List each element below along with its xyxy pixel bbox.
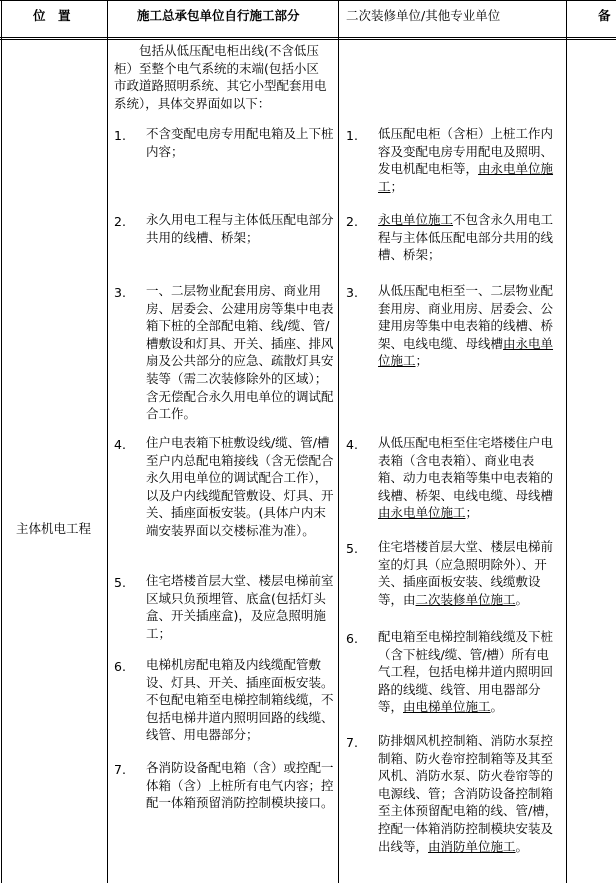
right-item-underlined: 由永电单位施工 bbox=[378, 335, 554, 369]
right-item-text bbox=[378, 538, 558, 608]
right-item-tail: ； bbox=[390, 178, 404, 194]
col-divider bbox=[338, 0, 339, 883]
right-item-text bbox=[378, 732, 558, 855]
right-item-underlined: 二次装修单位施工 bbox=[415, 591, 516, 607]
right-item-text bbox=[378, 628, 558, 716]
col-divider bbox=[107, 0, 108, 883]
col-divider bbox=[566, 0, 567, 883]
right-item-underlined: 由消防单位施工 bbox=[428, 838, 516, 854]
right-item-number: 1. bbox=[346, 128, 358, 143]
left-item-text: 住宅塔楼首层大堂、楼层电梯前室区域只负预埋管、底盒(包括灯头盒、开关插座盒)，及应急照明施工； bbox=[146, 573, 334, 641]
right-item-plain: 从低压配电柜至住宅塔楼住户电表箱（含电表箱）、商业电表箱、动力电表箱等集中电表箱的线槽、桥架、电线电缆、母线槽 bbox=[378, 435, 554, 503]
left-item-text: 不含变配电房专用配电箱及上下桩内容； bbox=[146, 126, 334, 159]
right-item-plain: 住宅塔楼首层大堂、楼层电梯前室的灯具（应急照明除外）、开关、插座面板安装、线缆敷设等，由 bbox=[378, 539, 554, 607]
right-item-plain: 低压配电柜（含柜）上桩工作内容及变配电房专用配电及照明、发电机配电柜等， bbox=[378, 126, 554, 177]
left-item-number: 7. bbox=[114, 762, 126, 777]
row-label: 主体机电工程 bbox=[16, 521, 92, 536]
right-item-underlined: 由永电单位施工 bbox=[378, 505, 466, 521]
right-item-underlined: 由永电单位施工 bbox=[378, 161, 554, 194]
right-item-plain: 从低压配电柜至一、二层物业配套用房、商业用房、居委会、公建用房等集中电表箱的线槽、桥架、电线电缆、母线槽 bbox=[378, 283, 554, 351]
left-item-text: 永久用电工程与主体低压配电部分共用的线槽、桥架； bbox=[146, 212, 334, 245]
header-contractor: 施工总承包单位自行施工部分 bbox=[137, 8, 300, 23]
intro-text: 包括从低压配电柜出线(不含低压柜）至整个电气系统的末端(包括小区市政道路照明系统、其它小型配套用电系统），具体交界面如以下： bbox=[114, 43, 327, 111]
right-item-text bbox=[378, 125, 558, 195]
left-item-text: 电梯机房配电箱及内线缆配管敷设、灯具、开关、插座面板安装。不包配电箱至电梯控制箱线缆，不包括电梯井道内照明回路的线缆、线管、用电器部分； bbox=[146, 657, 334, 743]
right-item-tail: 。 bbox=[515, 838, 529, 854]
right-item-tail: 不包含永久用电工程与主体低压配电部分共用的线槽、桥架； bbox=[378, 212, 554, 263]
right-item-number: 2. bbox=[346, 214, 358, 229]
right-item-text bbox=[378, 211, 558, 264]
right-item-number: 4. bbox=[346, 437, 358, 452]
header-position: 位 置 bbox=[33, 8, 71, 23]
header-remark: 备 bbox=[598, 8, 611, 23]
right-item-plain: 配电箱至电梯控制箱线缆及下桩（含下桩线/缆、管/槽）所有电气工程，包括电梯井道内照明回路的线缆、线管、用电器部分等， bbox=[378, 629, 554, 715]
right-item-text bbox=[378, 434, 558, 522]
right-item-number: 7. bbox=[346, 735, 358, 750]
left-item-number: 1. bbox=[114, 128, 126, 143]
right-item-tail: ； bbox=[465, 505, 479, 521]
right-item-underlined: 由电梯单位施工 bbox=[403, 699, 491, 715]
row-divider bbox=[0, 0, 616, 1]
right-item-tail: 。 bbox=[490, 699, 504, 715]
left-item-number: 3. bbox=[114, 285, 126, 300]
right-item-tail: 。 bbox=[515, 591, 529, 607]
right-item-tail: ； bbox=[415, 353, 429, 369]
right-item-number: 5. bbox=[346, 541, 358, 556]
right-item-underlined: 永电单位施工 bbox=[378, 212, 454, 227]
right-item-plain: 防排烟风机控制箱、消防水泵控制箱、防火卷帘控制箱等及其至风机、消防水泵、防火卷帘等的电源线、管；含消防设备控制箱至主体预留配电箱的线、管/槽，控配一体箱消防控制模块安装及出线等， bbox=[378, 733, 558, 854]
row-divider bbox=[0, 37, 616, 38]
left-item-number: 4. bbox=[114, 437, 126, 452]
col-divider bbox=[1, 0, 2, 883]
right-item-number: 3. bbox=[346, 285, 358, 300]
left-item-number: 6. bbox=[114, 659, 126, 674]
row-divider bbox=[0, 39, 616, 40]
left-item-number: 2. bbox=[114, 214, 126, 229]
left-item-text: 一、二层物业配套用房、商业用房、居委会、公建用房等集中电表箱下桩的全部配电箱、线/缆、管/槽敷设和灯具、开关、插座、排风扇及公共部分的应急、疏散灯具安装等（需二次装修除外的区域）；含无偿配合永久用电单位的调试配合工作。 bbox=[146, 283, 334, 422]
right-item-number: 6. bbox=[346, 631, 358, 646]
left-item-number: 5. bbox=[114, 575, 126, 590]
left-item-text: 各消防设备配电箱（含）或控配一体箱（含）上桩所有电气内容；控配一体箱预留消防控制模块接口。 bbox=[146, 760, 334, 811]
right-item-text bbox=[378, 282, 558, 370]
header-secondary: 二次装修单位/其他专业单位 bbox=[346, 8, 501, 23]
left-item-text: 住户电表箱下桩敷设线/缆、管/槽至户内总配电箱接线（含无偿配合永久用电单位的调试配合工作），以及户内线缆配管敷设、灯具、开关、插座面板安装。(具体户内末端安装界面以交楼标准为准）。 bbox=[146, 435, 334, 538]
